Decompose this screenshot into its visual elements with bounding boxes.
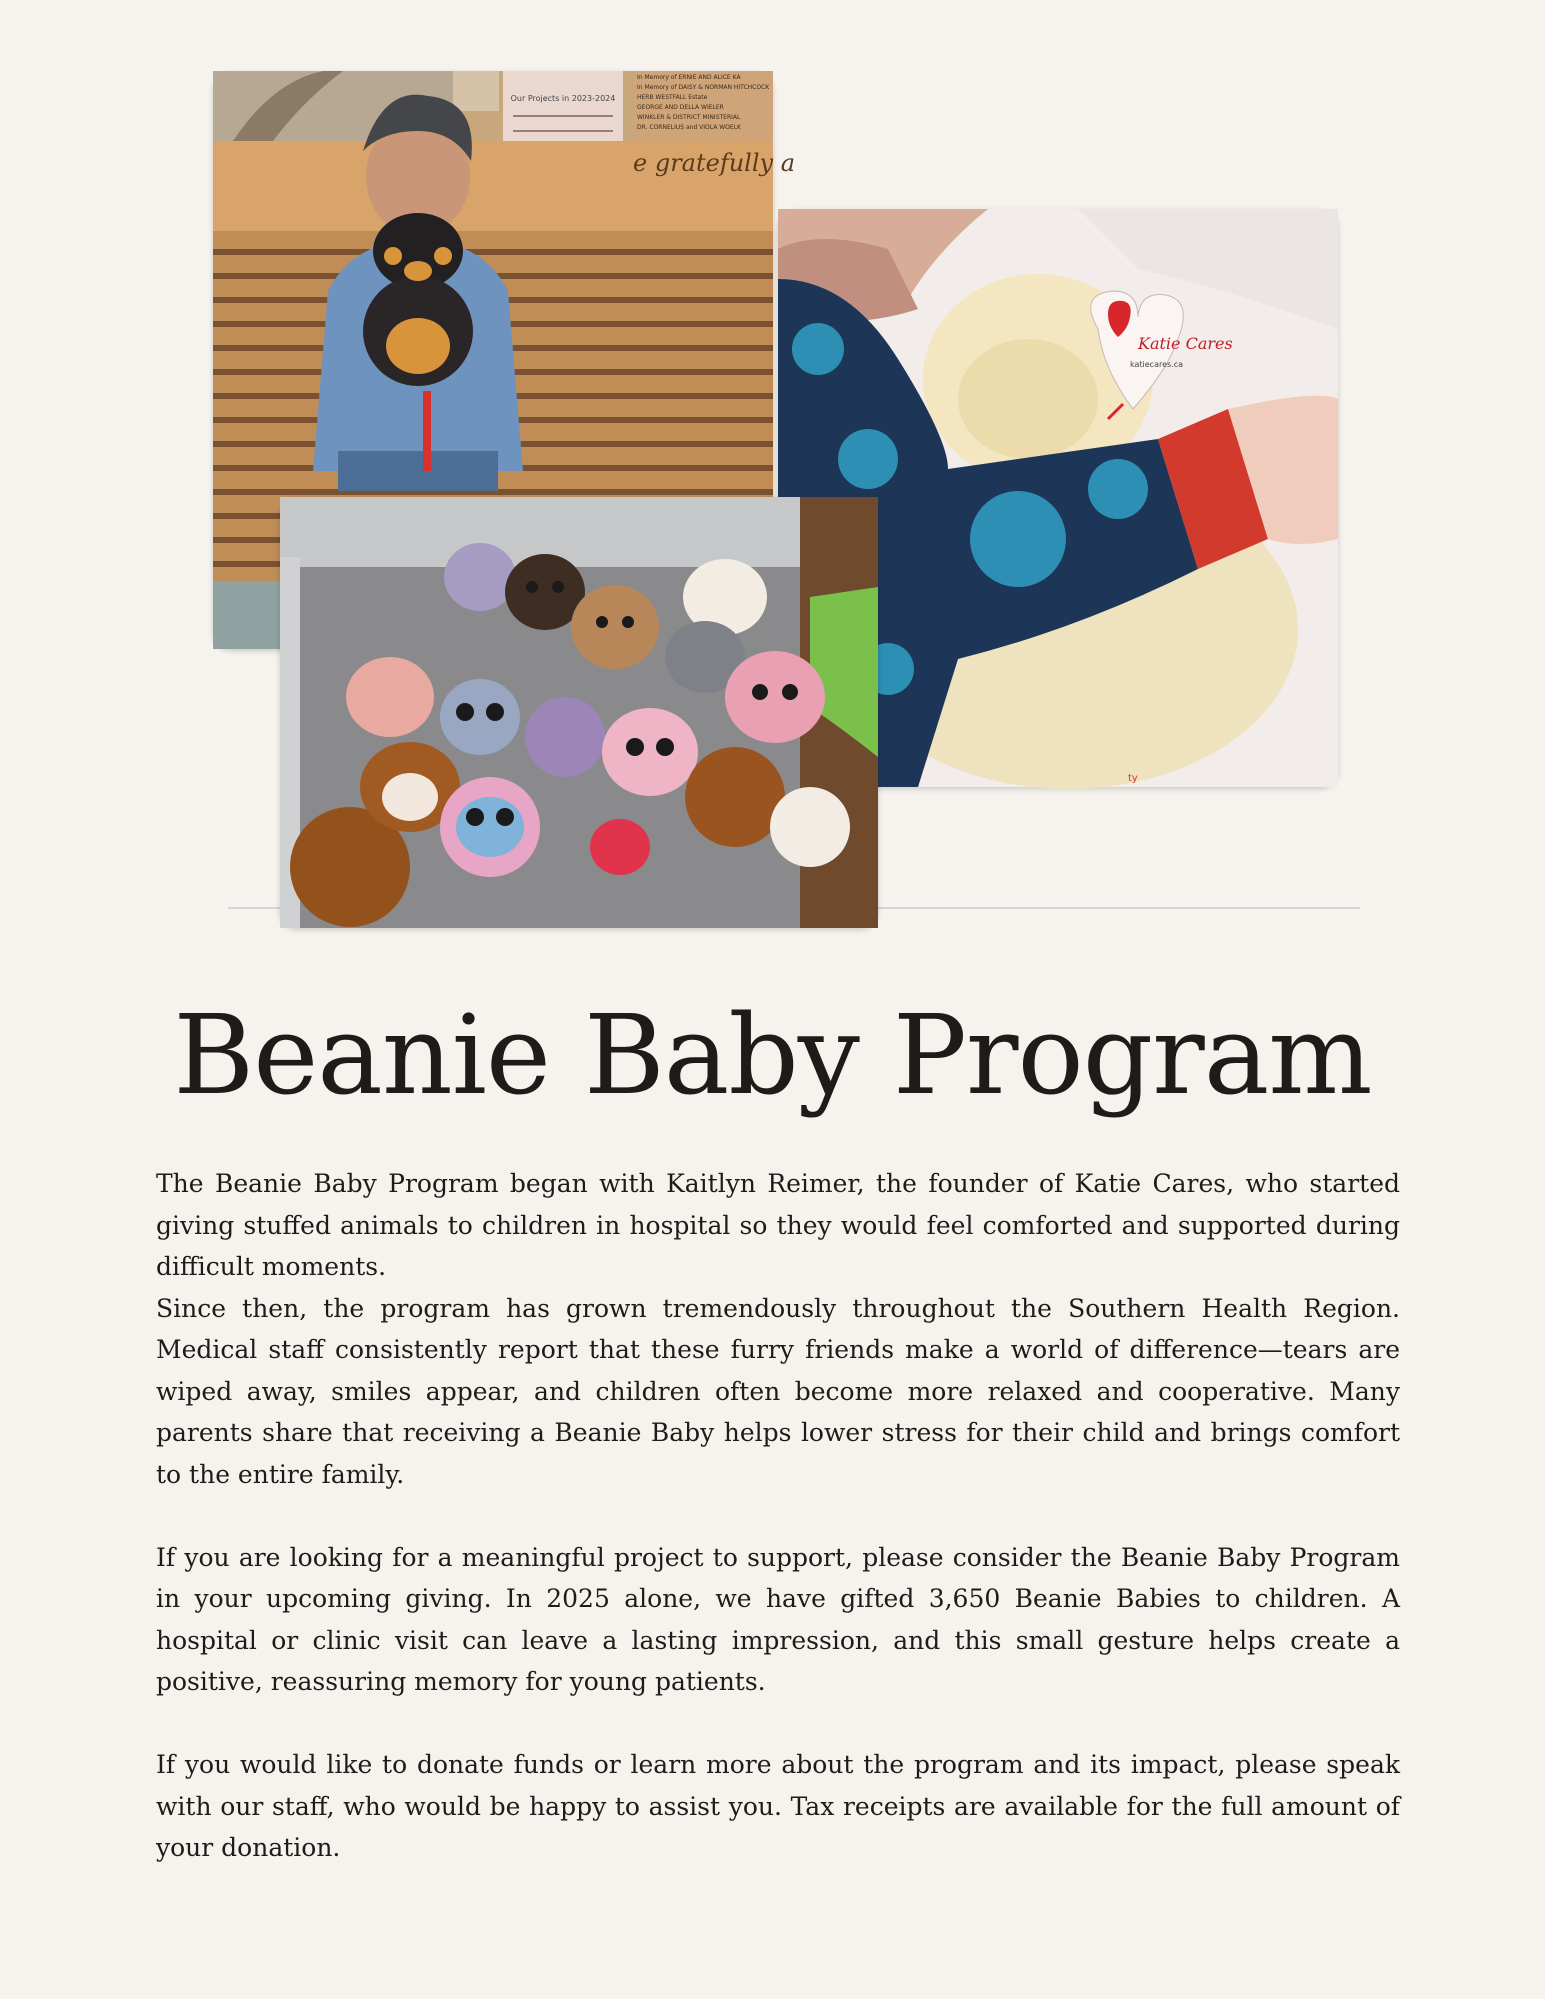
- memory-line: WINKLER & DISTRICT MINISTERIAL: [637, 114, 741, 121]
- ty-tag: ty: [1128, 773, 1138, 784]
- paragraph-donate: If you would like to donate funds or learn more about the program and its impact, please speak with our staff, who would be happy to assist you. Tax receipts are available for the full amount of your donation.: [156, 1750, 1400, 1862]
- paragraph-growth: Since then, the program has grown tremendously throughout the Southern Health Region. Medical staff consistently report that these furry friends make a world of difference—tears are wiped away, smiles appear, and children often become more relaxed and cooperative. Many parents share that receiving a Beanie Baby helps lower stress for their child and brings comfort to the entire family.: [156, 1293, 1400, 1489]
- sign-text: e gratefully a: [633, 149, 796, 177]
- memory-line: In Memory of DAISY & NORMAN HITCHCOCK: [637, 84, 770, 91]
- photo-bin-of-plush-toys: [280, 497, 878, 928]
- paragraph-origin: The Beanie Baby Program began with Kaitlyn Reimer, the founder of Katie Cares, who started giving stuffed animals to children in hospital so they would feel comforted and supported during difficult moments.: [156, 1169, 1400, 1281]
- tag-brand: Katie Cares: [1138, 334, 1233, 353]
- memory-line: HERB WESTFALL Estate: [637, 94, 708, 101]
- memory-line: DR. CORNELIUS and VIOLA WOELK: [637, 124, 741, 131]
- tag-url: katiecares.ca: [1130, 360, 1184, 369]
- page-title: Beanie Baby Program: [173, 991, 1372, 1119]
- memory-line: GEORGE AND DELLA WIELER: [637, 104, 724, 111]
- memory-line: In Memory of ERNIE AND ALICE KA: [637, 74, 741, 81]
- body-text: [156, 1163, 1400, 1869]
- paragraph-support: If you are looking for a meaningful project to support, please consider the Beanie Baby Program in your upcoming giving. In 2025 alone, we have gifted 3,650 Beanie Babies to children. A hospital or clinic visit can leave a lasting impression, and this small gesture helps create a positive, reassuring memory for young patients.: [156, 1542, 1400, 1696]
- board-title: Our Projects in 2023-2024: [510, 94, 616, 103]
